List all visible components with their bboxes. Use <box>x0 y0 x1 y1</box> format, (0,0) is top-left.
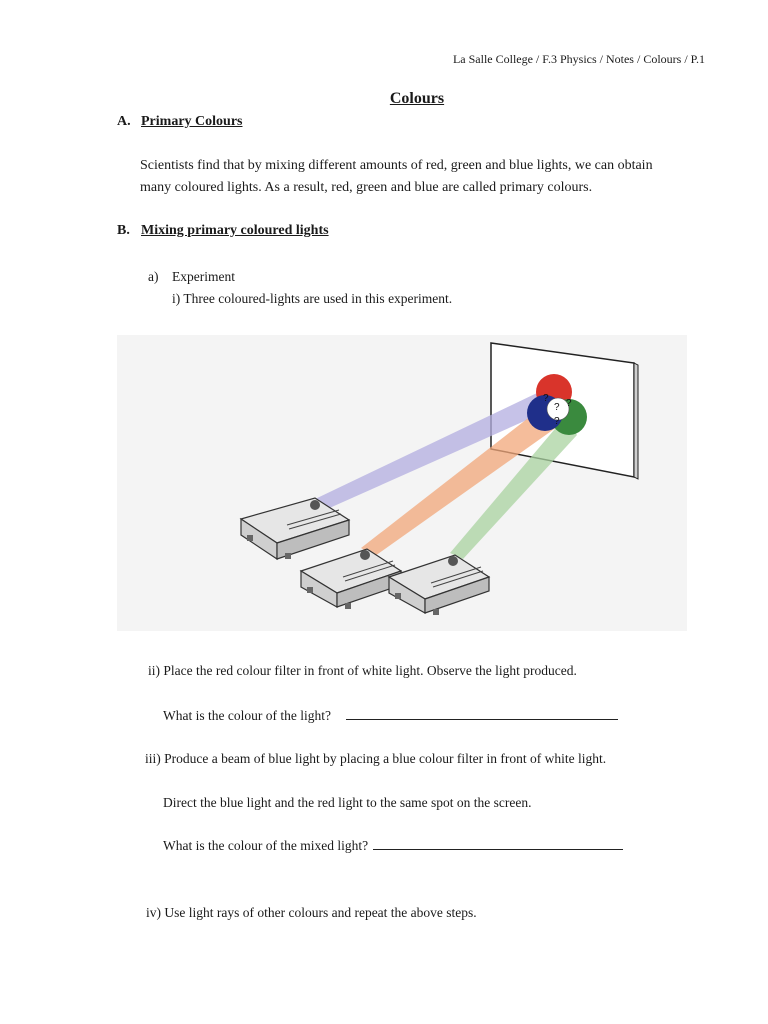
projector-experiment-figure <box>117 335 687 631</box>
question-mark-4: ? <box>554 416 560 427</box>
section-a-label: A. <box>117 114 131 129</box>
question-1 <box>163 705 618 727</box>
question-1-text: What is the colour of the light? <box>163 708 331 723</box>
section-a-line-1: Scientists find that by mixing different amounts of red, green and blue lights, we can obtain <box>140 158 653 173</box>
sub-a-label: a) <box>148 269 159 284</box>
step-3-text: iii) Produce a beam of blue light by placing a blue colour filter in front of white light. <box>145 751 607 766</box>
answer-1-blank[interactable] <box>346 705 618 720</box>
section-b-label: B. <box>117 223 130 238</box>
step-4-text: iv) Use light rays of other colours and repeat the above steps. <box>146 905 477 920</box>
section-a-paragraph <box>140 155 653 199</box>
step-2-text: ii) Place the red colour filter in front of white light. Observe the light produced. <box>148 663 577 678</box>
question-2 <box>163 835 623 857</box>
step-3b-text: Direct the blue light and the red light to the same spot on the screen. <box>163 795 532 810</box>
question-mark-3: ? <box>566 398 572 409</box>
screen-edge <box>634 363 638 479</box>
question-mark-1: ? <box>543 393 549 404</box>
section-a-line-2: many coloured lights. As a result, red, green and blue are called primary colours. <box>140 180 593 195</box>
sub-a-text: Experiment <box>172 269 235 284</box>
section-a-title: Primary Colours <box>141 114 243 129</box>
page-header: La Salle College / F.3 Physics / Notes / Colours / P.1 <box>452 52 705 66</box>
section-b-heading <box>117 223 329 239</box>
answer-2-blank[interactable] <box>373 835 623 850</box>
step-1-text: i) Three coloured-lights are used in this experiment. <box>172 291 453 306</box>
section-a-heading <box>117 114 242 130</box>
section-b-title: Mixing primary coloured lights <box>141 223 329 238</box>
question-2-text: What is the colour of the mixed light? <box>163 838 369 853</box>
page-title: Colours <box>389 90 445 107</box>
sub-a-heading <box>148 266 235 288</box>
question-mark-2: ? <box>554 402 560 413</box>
